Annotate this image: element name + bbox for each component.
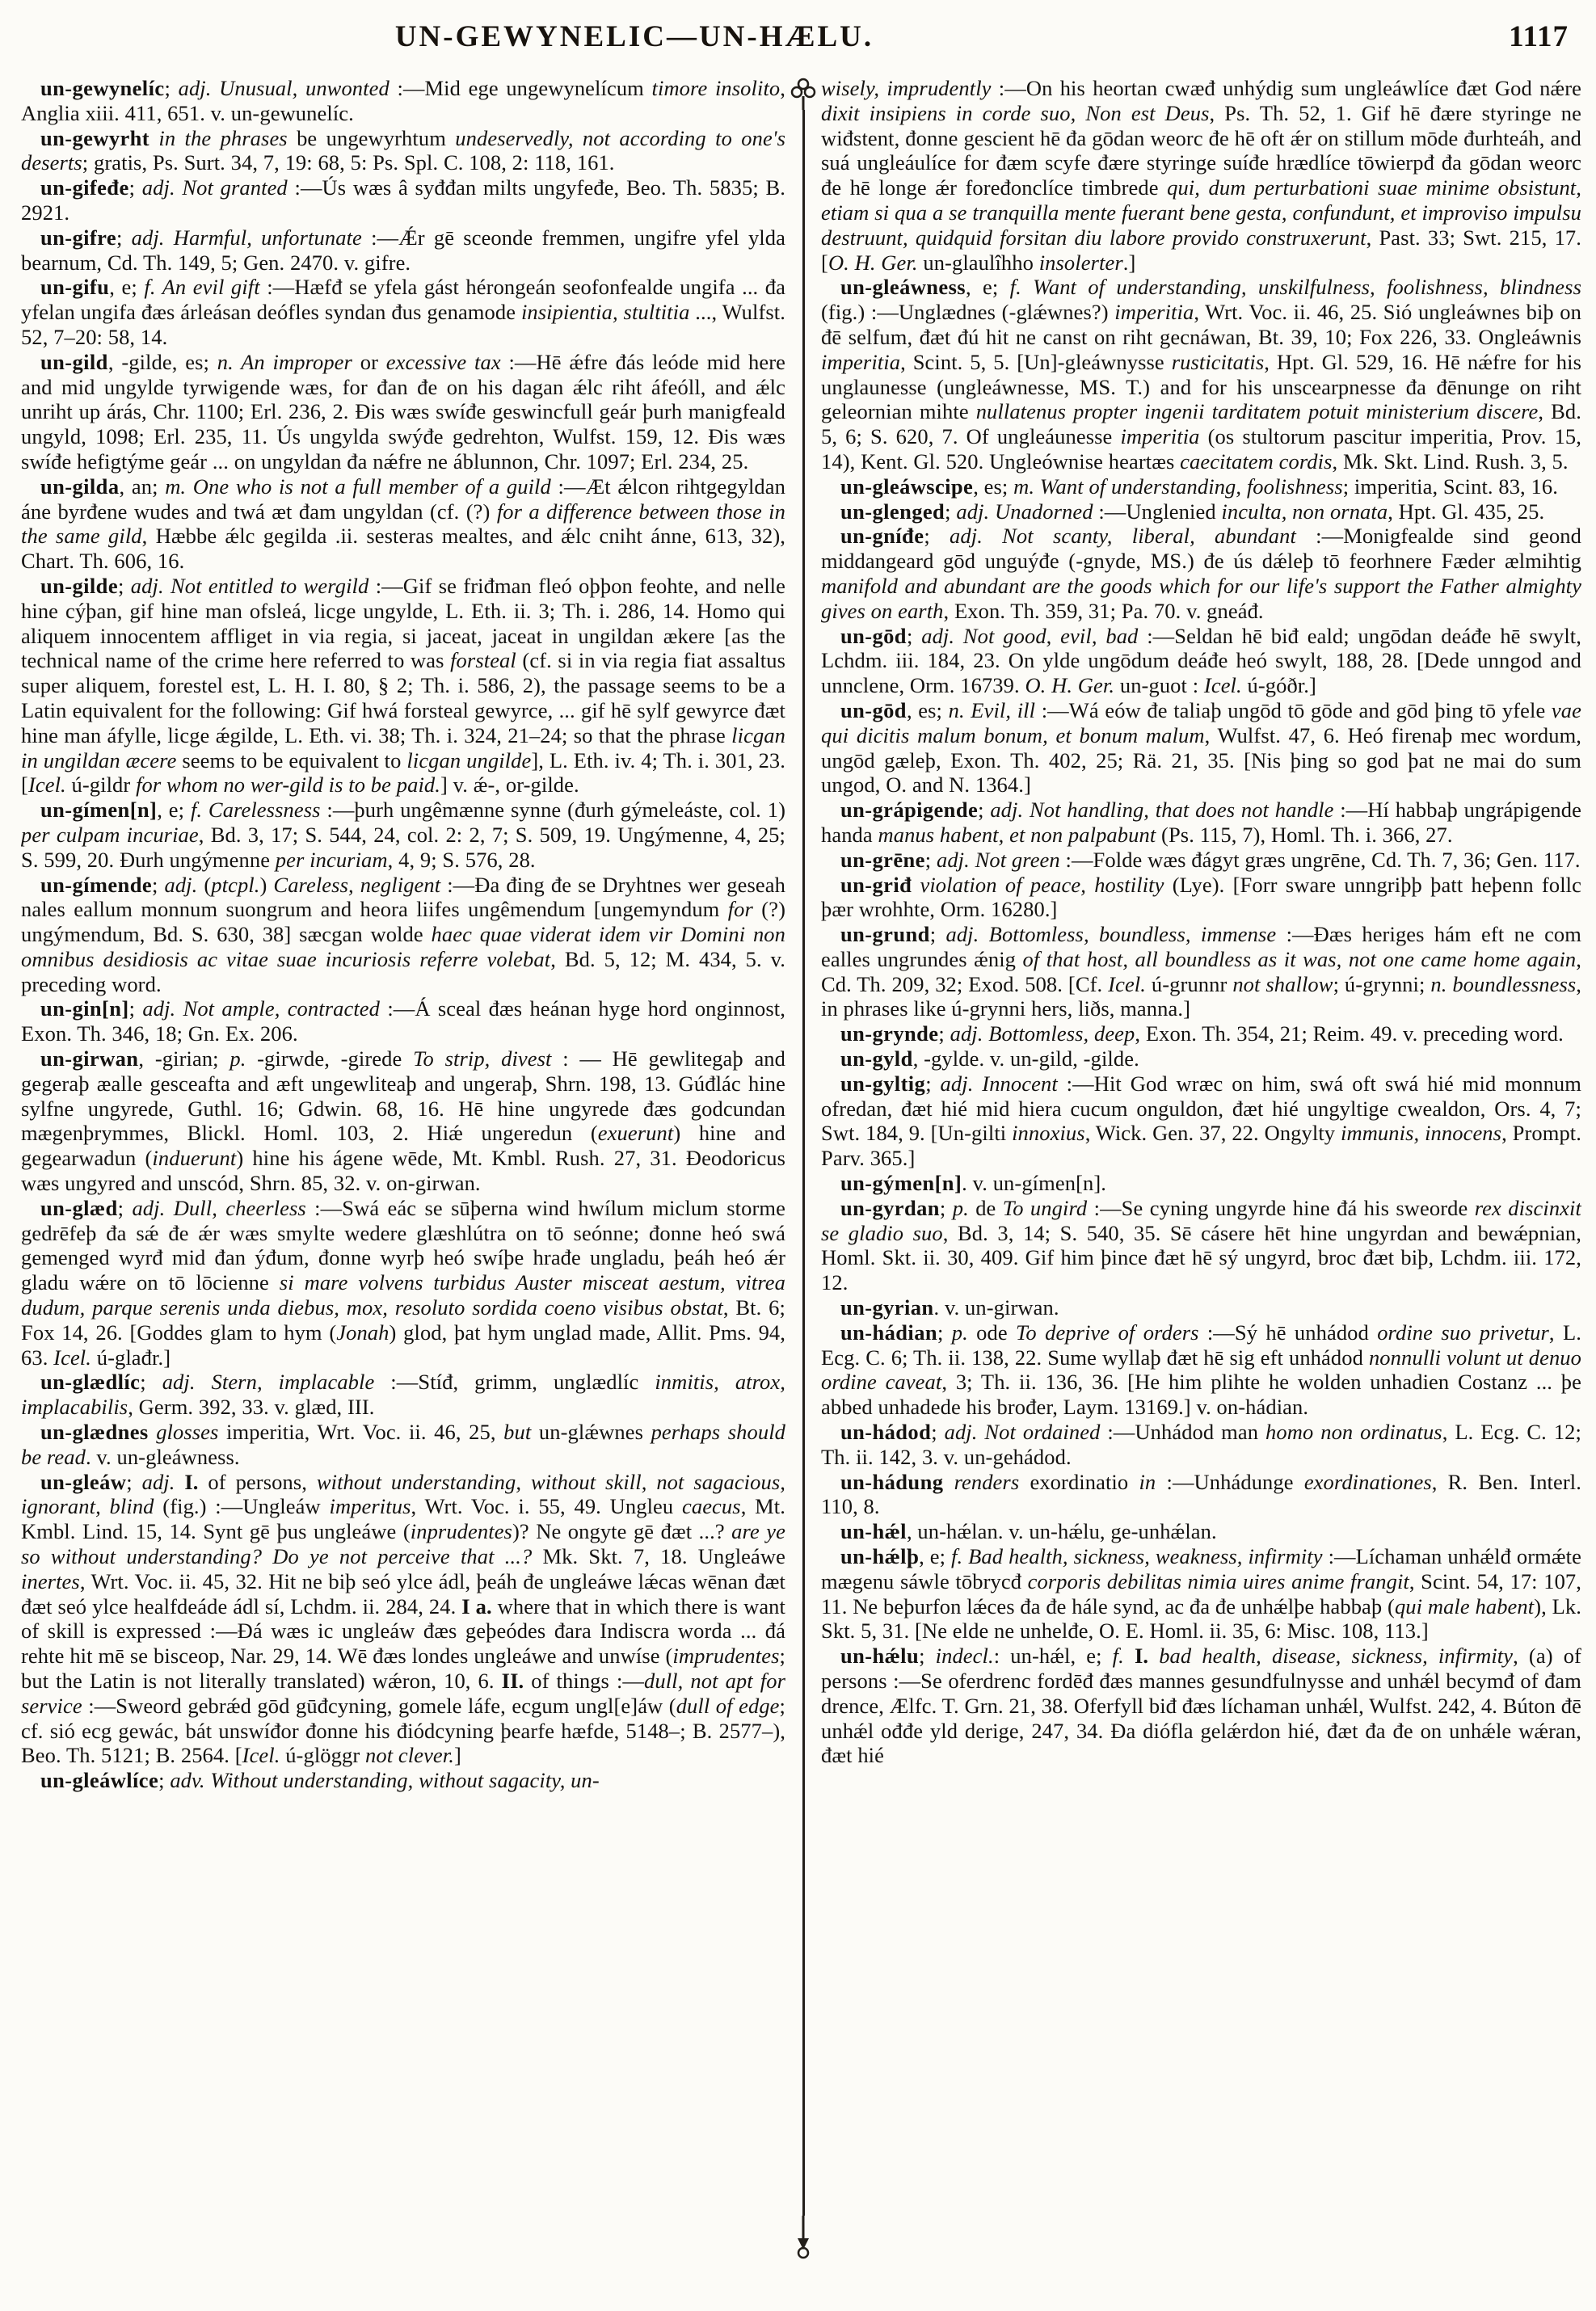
entry-headword: un-hǽlþ: [840, 1544, 920, 1569]
dictionary-entry: un-gilde; adj. Not entitled to wergild :—Gif se friđman fleó oþþon feohte, and nelle hine cýþan, gif hine man ofsleá, licge ungylde, L. Eth. ii. 3; Th. i. 286, 14. Homo qui aliquem innocentem affliget in via regia, si jaceat, jaceat in ungildan ækere [as the technical name of the crime here referred to was forsteal (cf. si in via regia fiat assaltus super aliquem, forestel est, L. H. I. 80, § 2; Th. i. 586, 2), the passage seems to be a Latin equivalent for the following: Gif hwá forsteal gewyrce, ... gif hē sylf gewyrce đæt hine man áfylle, licge ǽgilde, L. Eth. vi. 38; Th. i. 324, 21–24; so that the phrase licgan in ungildan æcere seems to be equivalent to licgan ungilde], L. Eth. iv. 4; Th. i. 301, 23. [Icel. ú-gildr for whom no wer-gild is to be paid.] v. ǽ-, or-gilde.: [21, 573, 785, 798]
entry-headword: un-gewyrht: [40, 125, 150, 150]
dictionary-entry: un-girwan, -girian; p. -girwde, -girede To strip, divest : — Hē gewlitegaþ and gegeraþ æalle gesceafta and æft ungewliteaþ and ungeraþ, Shrn. 198, 13. Gúđlác hine sylfne ungyrede, Guthl. 16; Gdwin. 68, 16. Hē hine ungyrede đæs godcundan mægenþrymmes, Blickl. Homl. 103, 2. Hiǽ ungeredun (exuerunt) hine and gegearwadun (induerunt) hine his ágene wēde, Mt. Kmbl. Rush. 27, 31. Đeodoricus wæs ungyred and unscód, Shrn. 85, 32. v. on-girwan.: [21, 1046, 785, 1196]
entry-headword: un-glædnes: [40, 1420, 149, 1445]
entry-continuation: wisely, imprudently :—On his heortan cwæđ unhýdig sum ungleáwlíce đæt God nǽre dixit insipiens in corde suo, Non est Deus, Ps. Th. 52, 1. Gif hē đære styringe ne wiđstent, đonne gescient hē đa gōdan weorc đe hē oft ǽr on stillum mōde đurhteáh, and suá ungleáulíce for đæm scyfe đære styringe suíđe hrædlíce tōwierpđ đa gōdan weorc đe hē longe ǽr foređonclíce timbrede qui, dum perturbationi suae minime obsistunt, etiam si qua a se tranquilla mente fuerant bene gesta, confundunt, et improviso impulsu destruunt, quidquid forsitan diu labore provido construxerunt, Past. 33; Swt. 215, 17. [O. H. Ger. un-glaulîhho insolerter.]: [821, 76, 1581, 275]
dictionary-entry: un-glæd; adj. Dull, cheerless :—Swá eác se sūþerna wind hwílum miclum storme gedrēfeþ đa sǽ đe ǽr wæs smylte wedere glæshlútra on tō seónne; đonne heó swá gemenged wyrđ mid đan ýđum, đonne wyrþ heó swíþe hrađe ungladu, þeáh heó ǽr gladu wǽre on tō lōcienne si mare volvens turbidus Auster misceat aestum, vitrea dudum, parque serenis unda diebus, mox, resoluto sordida coeno visibus obstat, Bt. 6; Fox 14, 26. [Goddes glam to hym (Jonah) glod, þat hym unglad made, Allit. Pms. 94, 63. Icel. ú-glađr.]: [21, 1195, 785, 1370]
dictionary-entry: un-gilda, an; m. One who is not a full member of a guild :—Æt ǽlcon rihtgegyldan áne byrđene wudes and twá æt đam ungyldan (cf. (?) for a difference between those in the same gild, Hæbbe ǽlc gegilda .ii. sesteras mealtes, and ǽlc cniht ánne, 613, 32), Chart. Th. 606, 16.: [21, 474, 785, 574]
dictionary-entry: un-gyld, -gylde. v. un-gild, -gilde.: [840, 1046, 1139, 1071]
dictionary-entry: un-gōd; adj. Not good, evil, bad :—Seldan hē biđ eald; ungōdan deáđe hē swylt, Lchdm. iii. 184, 23. On ylde ungōdum deáđe heó swylt, 188, 28. [Dede unngod and unnclene, Orm. 16739. O. H. Ger. un-guot : Icel. ú-góðr.]: [821, 623, 1581, 698]
dictionary-entry: un-gewyrht in the phrases be ungewyrhtum undeservedly, not according to one's deserts; gratis, Ps. Surt. 34, 7, 19: 68, 5: Ps. Spl. C. 108, 2: 118, 161.: [21, 125, 785, 175]
entry-headword: un-gin[n]: [40, 996, 129, 1021]
entry-headword: un-grund: [840, 922, 930, 947]
dictionary-entry: un-hádung renders exordinatio in :—Unhádunge exordinationes, R. Ben. Interl. 110, 8.: [821, 1469, 1581, 1519]
entry-headword: un-gifeđe: [40, 175, 129, 200]
dictionary-entry: un-grund; adj. Bottomless, boundless, immense :—Đæs heriges hám eft ne com ealles ungrundes ǽnig of that host, all boundless as it was, not one came home again, Cd. Th. 209, 32; Exod. 508. [Cf. Icel. ú-grunnr not shallow; ú-grynni; n. boundlessness, in phrases like ú-grynni hers, liðs, manna.]: [821, 922, 1581, 1021]
dictionary-entry: un-gníđe; adj. Not scanty, liberal, abundant :—Monigfealde sind geond middangeard gōd unguýđe (-gnyde, MS.) đe ús dǽleþ tō feorhnere Fæder ælmihtig manifold and abundant are the goods which for our life's support the Father almighty gives on earth, Exon. Th. 359, 31; Pa. 70. v. gneáđ.: [821, 524, 1581, 623]
entry-headword: un-gleáwlíce: [40, 1768, 159, 1793]
entry-headword: un-gifre: [40, 225, 116, 250]
entry-headword: un-hǽlu: [840, 1644, 920, 1669]
dictionary-entry: un-gleáwscipe, es; m. Want of understanding, foolishness; imperitia, Scint. 83, 16.: [840, 474, 1558, 499]
dictionary-entry: un-hǽlu; indecl.: un-hǽl, e; f. I. bad health, disease, sickness, infirmity, (a) of persons :—Se oferdrenc fordēđ đæs mannes gesundfulnysse and unhǽl becymđ of đam drence, Ælfc. T. Grn. 21, 38. Oferfyll biđ đæs líchaman unhǽl, Wulfst. 242, 4. Búton đē unhǽl ođđe yld derige, 247, 34. Đa diófla gelǽrdon hié, đæt đa đe on unhǽle wǽran, đæt hié: [821, 1644, 1581, 1768]
dictionary-entry: un-gifu, e; f. An evil gift :—Hæfđ se yfela gást hérongeán seofonfealde ungifa ... đa yfelan ungifa đæs árleásan deófles syndan đus genamode insipientia, stultitia ..., Wulfst. 52, 7–20: 58, 14.: [21, 275, 785, 349]
dictionary-entry: un-gímen[n], e; f. Carelessness :—þurh ungêmænne synne (đurh gýmeleáste, col. 1) per culpam incuriae, Bd. 3, 17; S. 544, 24, col. 2: 2, 7; S. 509, 19. Ungýmenne, 4, 25; S. 599, 20. Đurh ungýmenne per incuriam, 4, 9; S. 576, 28.: [21, 798, 785, 872]
dictionary-entry: un-hádod; adj. Not ordained :—Unhádod man homo non ordinatus, L. Ecg. C. 12; Th. ii. 142, 3. v. un-gehádod.: [821, 1420, 1581, 1469]
entry-headword: un-girwan: [40, 1046, 139, 1071]
dictionary-entry: un-grápigende; adj. Not handling, that does not handle :—Hí habbaþ ungrápigende handa manus habent, et non palpabunt (Ps. 115, 7), Homl. Th. i. 366, 27.: [821, 798, 1581, 847]
dictionary-entry: un-gýmen[n]. v. un-gímen[n].: [840, 1171, 1106, 1196]
divider-trefoil-icon: [790, 78, 817, 110]
entry-headword: un-gýmen[n]: [840, 1171, 962, 1196]
entry-headword: un-gilda: [40, 474, 120, 499]
dictionary-entry: un-glædlíc; adj. Stern, implacable :—Stíđ, grimm, unglædlíc inmitis, atrox, implacabilis, Germ. 392, 33. v. glæd, III.: [21, 1370, 785, 1420]
dictionary-entry: un-gōd, es; n. Evil, ill :—Wá eów đe taliaþ ungōd tō gōde and gōd þing tō yfele vae qui dicitis malum bonum, et bonum malum, Wulfst. 47, 6. Heó firenaþ mec wordum, ungōd gæleþ, Exon. Th. 402, 25; Rä. 21, 35. [Nis þing so god þat ne mai do sum ungod, O. and N. 1364.]: [821, 697, 1581, 798]
entry-headword: un-gōd: [840, 623, 907, 648]
entry-headword: un-grápigende: [840, 798, 979, 823]
dictionary-entry: un-gyltig; adj. Innocent :—Hit God wræc on him, swá oft swá hié mid monnum ofredan, đæt hié mid hiera cucum onguldon, đæt hié ungyltige cwealdon, Ors. 4, 7; Swt. 184, 9. [Un-gilti innoxius, Wick. Gen. 37, 22. Ongylty immunis, innocens, Prompt. Parv. 365.]: [821, 1071, 1581, 1171]
entry-headword: un-gewynelíc: [40, 76, 165, 100]
entry-headword: un-gyrdan: [840, 1195, 940, 1220]
entry-headword: un-gyltig: [840, 1071, 926, 1096]
dictionary-entry: un-gleáwness, e; f. Want of understanding, unskilfulness, foolishness, blindness (fig.) :—Unglædnes (-glǽwnes?) imperitia, Wrt. Voc. ii. 46, 25. Sió ungleáwnes biþ on đē selfum, đæt đú hit ne canst on riht gecnáwan, Bt. 39, 10; Fox 226, 33. Ongleáwnis imperitia, Scint. 5, 5. [Un]-gleáwnysse rusticitatis, Hpt. Gl. 529, 16. Hē nǽfre for his unglaunesse (ungleáwnesse, MS. T.) and for his unscearpnesse đa đēnunge on riht geleornian mihte nullatenus propter ingenii tarditatem potuit ministerium discere, Bd. 5, 6; S. 620, 7. Of ungleáunesse imperitia (os stultorum pascitur imperitia, Prov. 15, 14), Kent. Gl. 520. Ungleównise heartæs caecitatem cordis, Mk. Skt. Lind. Rush. 3, 5.: [821, 275, 1581, 474]
entry-headword: un-grynde: [840, 1021, 939, 1046]
entry-headword: un-gímende: [40, 872, 152, 897]
dictionary-entry: un-gifre; adj. Harmful, unfortunate :—Ǽr gē sceonde fremmen, ungifre yfel ylda bearnum, Cd. Th. 149, 5; Gen. 2470. v. gifre.: [21, 225, 785, 275]
dictionary-entry: un-gewynelíc; adj. Unusual, unwonted :—Mid ege ungewynelícum timore insolito, Anglia xiii. 411, 651. v. un-gewunelíc.: [21, 76, 785, 125]
entry-headword: un-gyld: [840, 1046, 913, 1071]
entry-headword: un-hádung: [840, 1469, 944, 1494]
entry-headword: un-gníđe: [840, 524, 924, 549]
entry-headword: un-gilde: [40, 573, 118, 598]
dictionary-entry: un-hǽl, un-hǽlan. v. un-hǽlu, ge-unhǽlan.: [840, 1519, 1217, 1544]
entry-headword: un-hǽl: [840, 1519, 907, 1544]
dictionary-entry: un-gleáwlíce; adv. Without understanding, without sagacity, un-: [40, 1768, 600, 1793]
divider-arrow-ring-icon: [793, 2216, 814, 2259]
dictionary-entry: un-hádian; p. ode To deprive of orders :—Sý hē unhádod ordine suo privetur, L. Ecg. C. 6; Th. ii. 138, 22. Sume wyllaþ đæt hē sig eft unhádod nonnulli volunt ut denuo ordine caveat, 3; Th. ii. 136, 36. [He him plihte he wolden unhadien Costanz ... þe abbed unhadede his brođer, Laym. 13169.] v. on-hádian.: [821, 1320, 1581, 1420]
dictionary-entry: un-glædnes glosses imperitia, Wrt. Voc. ii. 46, 25, but un-glǽwnes perhaps should be read. v. un-gleáwness.: [21, 1420, 785, 1469]
entry-headword: un-gild: [40, 349, 108, 374]
dictionary-entry: un-grynde; adj. Bottomless, deep, Exon. Th. 354, 21; Reim. 49. v. preceding word.: [840, 1021, 1564, 1046]
entry-headword: un-gyrian: [840, 1295, 934, 1320]
entry-headword: un-glenged: [840, 499, 945, 524]
dictionary-entry: un-glenged; adj. Unadorned :—Unglenied inculta, non ornata, Hpt. Gl. 435, 25.: [840, 499, 1545, 524]
dictionary-entry: un-gímende; adj. (ptcpl.) Careless, negligent :—Đa đing đe se Dryhtnes wer geseah nales eallum monnum suongrum and heora liifes ungêmendum [ungemyndum for (?) ungýmendum, Bd. S. 630, 38] sæcgan wolde haec quae viderat idem vir Domini non omnibus desidiosis ac vitae suae incuriosis referre volebat, Bd. 5, 12; M. 434, 5. v. preceding word.: [21, 872, 785, 996]
entry-headword: un-gleáw: [40, 1469, 127, 1494]
entry-headword: un-gleáwness: [840, 275, 966, 300]
dictionary-entry: un-gyrian. v. un-girwan.: [840, 1295, 1059, 1320]
entry-headword: un-hádian: [840, 1320, 937, 1345]
column-divider: [785, 76, 821, 2259]
columns-container: [21, 76, 1581, 2259]
dictionary-entry: un-gleáw; adj. I. of persons, without understanding, without skill, not sagacious, ignorant, blind (fig.) :—Ungleáw imperitus, Wrt. Voc. i. 55, 49. Ungleu caecus, Mt. Kmbl. Lind. 15, 14. Synt gē þus ungleáwe (inprudentes)? Ne ongyte gē đæt ...? are ye so without understanding? Do ye not perceive that ...? Mk. Skt. 7, 18. Ungleáwe inertes, Wrt. Voc. ii. 45, 32. Hit ne biþ seó ylce ádl, þeáh đe ungleáwe lǽcas wēnan đæt đæt seó ylce healfdeáde ádl sí, Lchdm. ii. 284, 24. I a. where that in which there is want of skill is expressed :—Đá wæs ic ungleáw đæs geþeódes đara Indiscra worda ... đá rehte hit mē se bisceop, Nar. 29, 14. Wē đæs londes ungleáwe and unwíse (imprudentes; but the Latin is not literally translated) wǽron, 10, 6. II. of things :—dull, not apt for service :—Sweord gebrǽd gōd gūđcyning, gomele láfe, ecgum ungl[e]áw (dull of edge; cf. sió ecg gewác, bát unswíđor đonne his điódcyning þearfe hæfde, 5148–; B. 2577–), Beo. Th. 5121; B. 2564. [Icel. ú-glöggr not clever.]: [21, 1469, 785, 1768]
divider-rule: [802, 110, 805, 2216]
dictionary-entry: un-griđ violation of peace, hostility (Lye). [Forr sware unngriþþ þatt heþenn follc þær wrohhte, Orm. 16280.]: [821, 872, 1581, 922]
entry-headword: un-hádod: [840, 1420, 932, 1445]
running-head: UN-GEWYNELIC—UN-HÆLU.: [394, 20, 874, 53]
entry-headword: un-grēne: [840, 847, 925, 872]
dictionary-entry: un-gin[n]; adj. Not ample, contracted :—Á sceal đæs heánan hyge hord onginnost, Exon. Th. 346, 18; Gn. Ex. 206.: [21, 996, 785, 1046]
entry-headword: un-gímen[n]: [40, 798, 158, 823]
entry-headword: un-gōd: [840, 697, 907, 722]
page-number: 1117: [1509, 20, 1569, 53]
entry-headword: un-griđ: [840, 872, 912, 897]
column-right: [821, 76, 1581, 2259]
dictionary-entry: un-grēne; adj. Not green :—Folde wæs đágyt græs ungrēne, Cd. Th. 7, 36; Gen. 117.: [840, 847, 1581, 872]
dictionary-entry: un-hǽlþ, e; f. Bad health, sickness, weakness, infirmity :—Líchaman unhǽlđ ormǽte mægenu sáwle tōbrycđ corporis debilitas nimia uires anime frangit, Scint. 54, 17: 107, 11. Ne beþurfon lǽces đa đe hále synd, ac đa đe unhǽlþe habbaþ (qui male habent), Lk. Skt. 5, 31. [Ne elde ne unhelđe, O. E. Homl. ii. 35, 6: Misc. 108, 113.]: [821, 1544, 1581, 1644]
entry-headword: un-gifu: [40, 275, 110, 300]
column-left: [21, 76, 785, 2259]
entry-headword: un-glæd: [40, 1195, 118, 1220]
entry-headword: un-gleáwscipe: [840, 474, 974, 499]
dictionary-entry: un-gyrdan; p. de To ungird :—Se cyning ungyrde hine đá his sweorde rex discinxit se gladio suo, Bd. 3, 14; S. 540, 35. Sē cásere hēt hine ungyrdan and bewǽpnian, Homl. Skt. ii. 30, 409. Gif him þince đæt hē sý ungyrd, broc đæt biþ, Lchdm. iii. 172, 12.: [821, 1195, 1581, 1295]
entry-headword: un-glædlíc: [40, 1370, 141, 1395]
dictionary-entry: un-gild, -gilde, es; n. An improper or excessive tax :—Hē ǽfre đás leóde mid here and mid ungylde tyrwigende wæs, for đan đe on his dagan ǽlc riht áfeóll, and ǽlc unriht up árás, Chr. 1100; Erl. 236, 2. Đis wæs swíđe geswincfull geár þurh manigfeald ungyld, 1098; Erl. 235, 11. Ús ungylda swýđe gedrehton, Wulfst. 159, 12. Đis wæs swíđe hefigtýme geár ... on ungyldan đa nǽfre ne áblunnon, Chr. 1097; Erl. 234, 25.: [21, 349, 785, 474]
dictionary-entry: un-gifeđe; adj. Not granted :—Ús wæs â syđđan milts ungyfeđe, Beo. Th. 5835; B. 2921.: [21, 175, 785, 225]
